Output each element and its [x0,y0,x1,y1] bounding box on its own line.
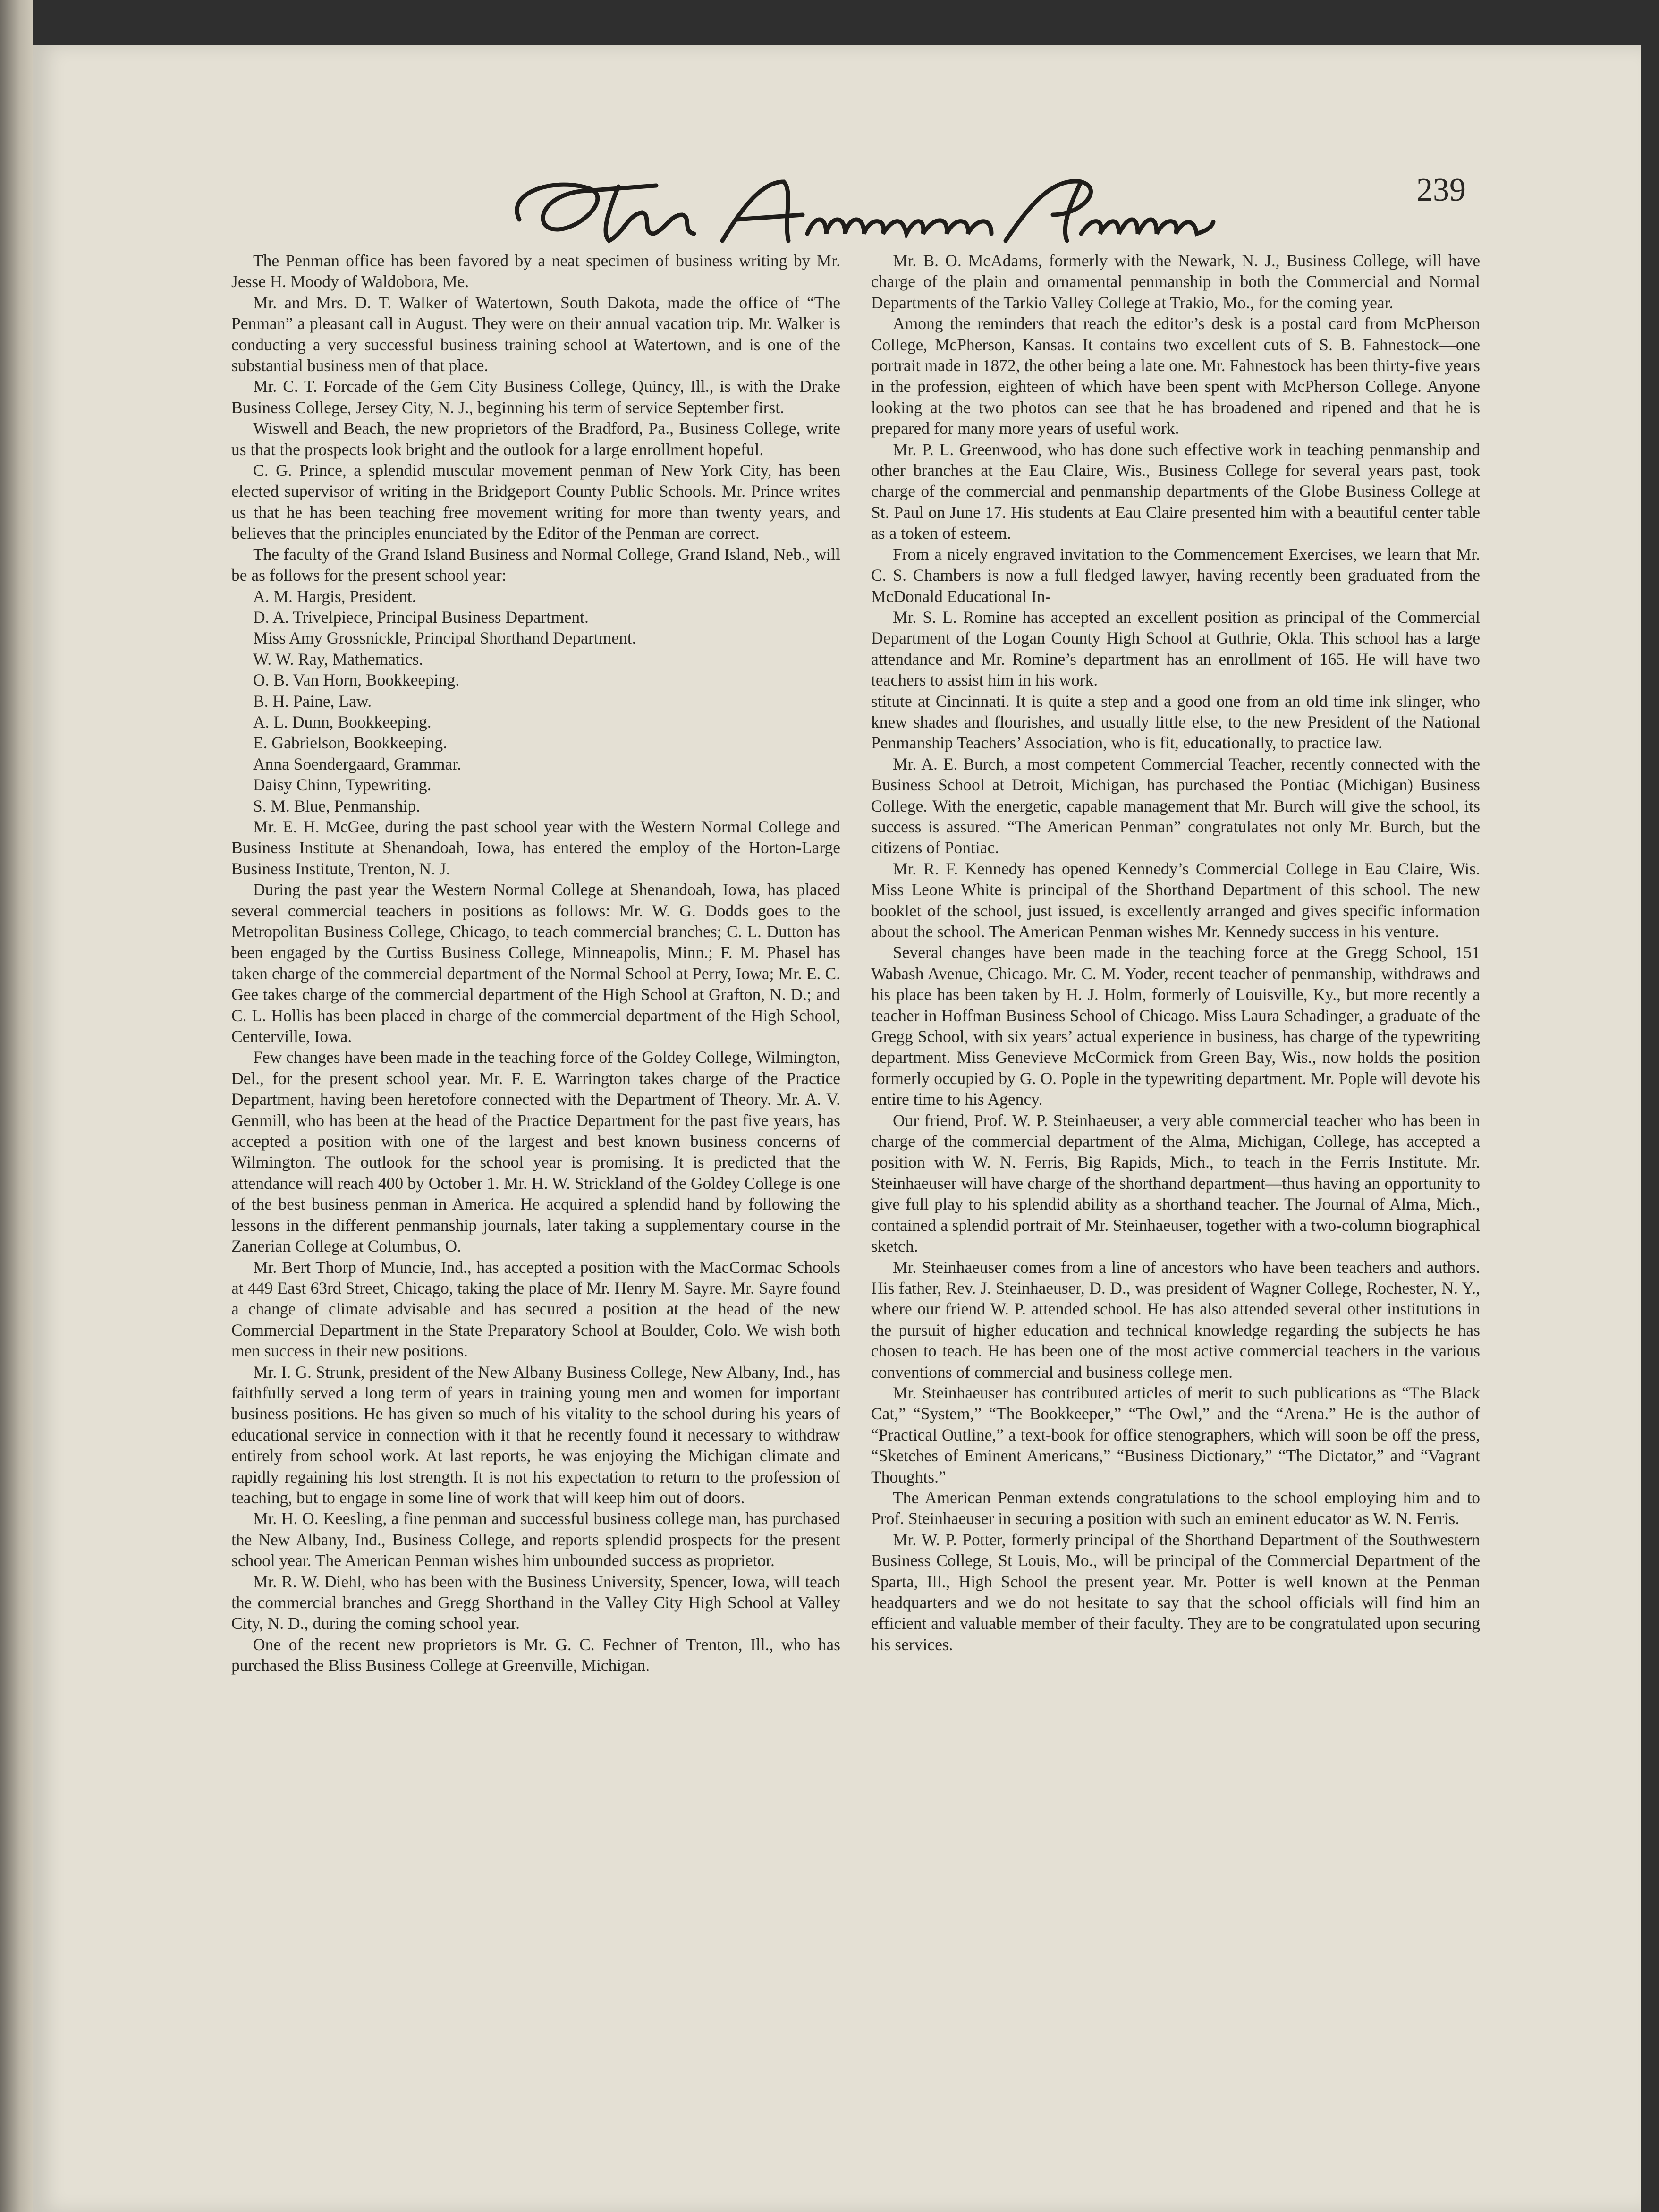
masthead-logo [500,163,1218,257]
faculty-list-item: S. M. Blue, Penmanship. [253,796,421,815]
paragraph: Mr. Bert Thorp of Muncie, Ind., has accepted a position with the MacCormac Schools at 449 East 63rd Street, Chicago, taking the place of Mr. Henry M. Sayre. Mr. Sayre found a change of climate advisable and has secured a position at the head of the new Commercial Department in the State Preparatory School at Boulder, Colo. We wish both men success in their new positions. [231,1257,840,1361]
paragraph: Several changes have been made in the teaching force at the Gregg School, 151 Wabash Avenue, Chicago. Mr. C. M. Yoder, recent teacher of penmanship, withdraws and his place has been taken by H. J. Holm, formerly of Louisville, Ky., but more recently a teacher in Hoffman Business School of Chicago. Miss Laura Schadinger, a graduate of the Gregg School, with six years’ actual experience in business, has charge of the typewriting department. Miss Genevieve McCormick from Green Bay, Wis., now holds the position formerly occupied by G. O. Pople in the typewriting department. Mr. Pople will devote his entire time to his Agency. [871,943,1480,1109]
paragraph: Mr. Steinhaeuser comes from a line of ancestors who have been teachers and authors. His father, Rev. J. Steinhaeuser, D. D., was president of Wagner College, Rochester, N. Y., where our friend W. P. attended school. He has also attended several other institutions in the pursuit of higher education and technical knowledge regarding the subjects he has chosen to teach. He has been one of the most active commercial teachers in the various conventions of commercial and business college men. [871,1257,1480,1381]
faculty-list-item: Anna Soendergaard, Grammar. [253,754,461,773]
paragraph: Mr. W. P. Potter, formerly principal of the Shorthand Department of the Southwestern Business College, St Louis, Mo., will be principal of the Commercial Department of the Sparta, Ill., High School the present year. Mr. Potter is well known at the Penman headquarters and we do not hesitate to say that the school officials will find him an efficient and valuable member of their faculty. They are to be congratulated upon securing his services. [871,1530,1480,1654]
magazine-page [33,45,1641,2212]
paragraph: The American Penman extends congratulations to the school employing him and to Prof. Steinhaeuser in securing a position with such an eminent educator as W. N. Ferris. [871,1488,1480,1528]
paragraph: Mr. S. L. Romine has accepted an excellent position as principal of the Commercial Department of the Logan County High School at Guthrie, Okla. This school has a large attendance and Mr. Romine’s department has an enrollment of 165. He will have two teachers to assist him in his work. [871,607,1480,690]
paragraph: Among the reminders that reach the editor’s desk is a postal card from McPherson College, McPherson, Kansas. It contains two excellent cuts of S. B. Fahnestock—one portrait made in 1872, the other being a late one. Mr. Fahnestock has been thirty-five years in the profession, eighteen of which have been spent with McPherson College. Anyone looking at the two photos can see that he has broadened and ripened and that he is prepared for many more years of useful work. [871,314,1480,438]
faculty-list-item: A. L. Dunn, Bookkeeping. [253,712,432,731]
paragraph: Mr. H. O. Keesling, a fine penman and successful business college man, has purchased the New Albany, Ind., Business College, and reports splendid prospects for the present school year. The American Penman wishes him unbounded success as proprietor. [231,1509,840,1570]
paragraph: The Penman office has been favored by a neat specimen of business writing by Mr. Jesse H. Moody of Waldobora, Me. [231,251,840,291]
paragraph: Mr. E. H. McGee, during the past school year with the Western Normal College and Business Institute at Shenandoah, Iowa, has entered the employ of the Horton-Large Business Institute, Trenton, N. J. [231,817,840,878]
paragraph: Wiswell and Beach, the new proprietors of the Bradford, Pa., Business College, write us that the prospects look bright and the outlook for a large enrollment hopeful. [231,419,840,459]
faculty-list-item: D. A. Trivelpiece, Principal Business Department. [253,607,589,627]
faculty-list-item: B. H. Paine, Law. [253,691,372,711]
paragraph: From a nicely engraved invitation to the Commencement Exercises, we learn that Mr. C. S. Chambers is now a full fledged lawyer, having recently been graduated from the McDonald Educational In- [871,544,1480,606]
paragraph: Mr. P. L. Greenwood, who has done such effective work in teaching penmanship and other branches at the Eau Claire, Wis., Business College for several years past, took charge of the commercial and penmanship departments of the Globe Business College at St. Paul on June 17. His students at Eau Claire presented him with a beautiful center table as a token of esteem. [871,440,1480,543]
faculty-list-item: O. B. Van Horn, Bookkeeping. [253,670,460,690]
paragraph: Mr. A. E. Burch, a most competent Commercial Teacher, recently connected with the Business School at Detroit, Michigan, has purchased the Pontiac (Michigan) Business College. With the energetic, capable management that Mr. Burch will give the school, its success is assured. “The American Penman” congratulates not only Mr. Burch, but the citizens of Pontiac. [871,754,1480,857]
paragraph: C. G. Prince, a splendid muscular movement penman of New York City, has been elected supervisor of writing in the Bridgeport County Public Schools. Mr. Prince writes us that he has been teaching free movement writing for more than twenty years, and believes that the principles enunciated by the Editor of the Penman are correct. [231,461,840,543]
paragraph: Mr. B. O. McAdams, formerly with the Newark, N. J., Business College, will have charge of the plain and ornamental penmanship in both the Commercial and Normal Departments of the Tarkio Valley College at Trakio, Mo., for the coming year. [871,251,1480,312]
faculty-list-item: E. Gabrielson, Bookkeeping. [253,733,448,753]
paragraph: During the past year the Western Normal College at Shenandoah, Iowa, has placed several commercial teachers in positions as follows: Mr. W. G. Dodds goes to the Metropolitan Business College, Chicago, to teach commercial branches; C. L. Dutton has been engaged by the Curtiss Business College, Minneapolis, Minn.; F. M. Phasel has taken charge of the commercial department of the Normal School at Perry, Iowa; Mr. E. C. Gee takes charge of the commercial department of the High School at Grafton, N. D.; and C. L. Hollis has been placed in charge of the commercial department of the High School, Centerville, Iowa. [231,880,840,1046]
right-text-column [871,250,1480,1655]
paragraph: Mr. R. F. Kennedy has opened Kennedy’s Commercial College in Eau Claire, Wis. Miss Leone White is principal of the Shorthand Department of this school. The new booklet of the school, just issued, is excellently arranged and gives specific information about the school. The American Penman wishes Mr. Kennedy success in his venture. [871,859,1480,941]
paragraph: Mr. C. T. Forcade of the Gem City Business College, Quincy, Ill., is with the Drake Business College, Jersey City, N. J., beginning his term of service September first. [231,377,840,417]
paragraph: Mr. and Mrs. D. T. Walker of Watertown, South Dakota, made the office of “The Penman” a pleasant call in August. They were on their annual vacation trip. Mr. Walker is conducting a very successful business training school at Watertown, and is one of the substantial business men of that place. [231,293,840,375]
paragraph: The faculty of the Grand Island Business and Normal College, Grand Island, Neb., will be as follows for the present school year: [231,544,840,585]
left-text-column [231,250,840,1676]
paragraph: Mr. R. W. Diehl, who has been with the Business University, Spencer, Iowa, will teach the commercial branches and Gregg Shorthand in the Valley City High School at Valley City, N. D., during the coming school year. [231,1572,840,1633]
paragraph: Few changes have been made in the teaching force of the Goldey College, Wilmington, Del., for the present school year. Mr. F. E. Warrington takes charge of the Practice Department, having been heretofore connected with the Department of Theory. Mr. A. V. Genmill, who has been at the head of the Practice Department for the past five years, has accepted a position with one of the largest and best known business concerns of Wilmington. The outlook for the school year is promising. It is predicted that the attendance will reach 400 by October 1. Mr. H. W. Strickland of the Goldey College is one of the best business penman in America. He acquired a splendid hand by following the lessons in the different penmanship journals, later taking a supplementary course in the Zanerian College at Columbus, O. [231,1048,840,1256]
paragraph: stitute at Cincinnati. It is quite a step and a good one from an old time ink slinger, who knew shades and flourishes, and usually little else, to the new President of the National Penmanship Teachers’ Association, who is fit, educationally, to practice law. [871,691,1480,753]
faculty-list-item: Miss Amy Grossnickle, Principal Shorthand Department. [253,628,636,648]
paragraph: Our friend, Prof. W. P. Steinhaeuser, a very able commercial teacher who has been in charge of the commercial department of the Alma, Michigan, College, has accepted a position with W. N. Ferris, Big Rapids, Mich., to teach in the Ferris Institute. Mr. Steinhaeuser will have charge of the shorthand department—thus having an opportunity to give full play to his splendid ability as a shorthand teacher. The Journal of Alma, Mich., contained a splendid portrait of Mr. Steinhaeuser, together with a two-column biographical sketch. [871,1110,1480,1256]
paragraph: One of the recent new proprietors is Mr. G. C. Fechner of Trenton, Ill., who has purchased the Bliss Business College at Greenville, Michigan. [231,1635,840,1675]
paragraph: Mr. I. G. Strunk, president of the New Albany Business College, New Albany, Ind., has faithfully served a long term of years in training young men and women for important business positions. He has given so much of his vitality to the school during his years of educational service in connection with it that he recently found it necessary to withdraw entirely from school work. At last reports, he was enjoying the Michigan climate and rapidly regaining his lost strength. It is not his expectation to return to the profession of teaching, but to engage in some line of work that will keep him out of doors. [231,1362,840,1507]
adjacent-page-edge [0,0,33,2212]
page-number: 239 [1416,172,1466,208]
faculty-list-item: W. W. Ray, Mathematics. [253,649,423,669]
faculty-list-item: A. M. Hargis, President. [253,586,416,606]
faculty-list-item: Daisy Chinn, Typewriting. [253,775,432,795]
paragraph: Mr. Steinhaeuser has contributed articles of merit to such publications as “The Black Cat,” “System,” “The Bookkeeper,” “The Owl,” and the “Arena.” He is the author of “Practical Outline,” a text-book for office stenographers, which will soon be off the press, “Sketches of Eminent Americans,” “Business Dictionary,” “The Dictator,” and “Vagrant Thoughts.” [871,1383,1480,1486]
page-header [33,45,1641,243]
